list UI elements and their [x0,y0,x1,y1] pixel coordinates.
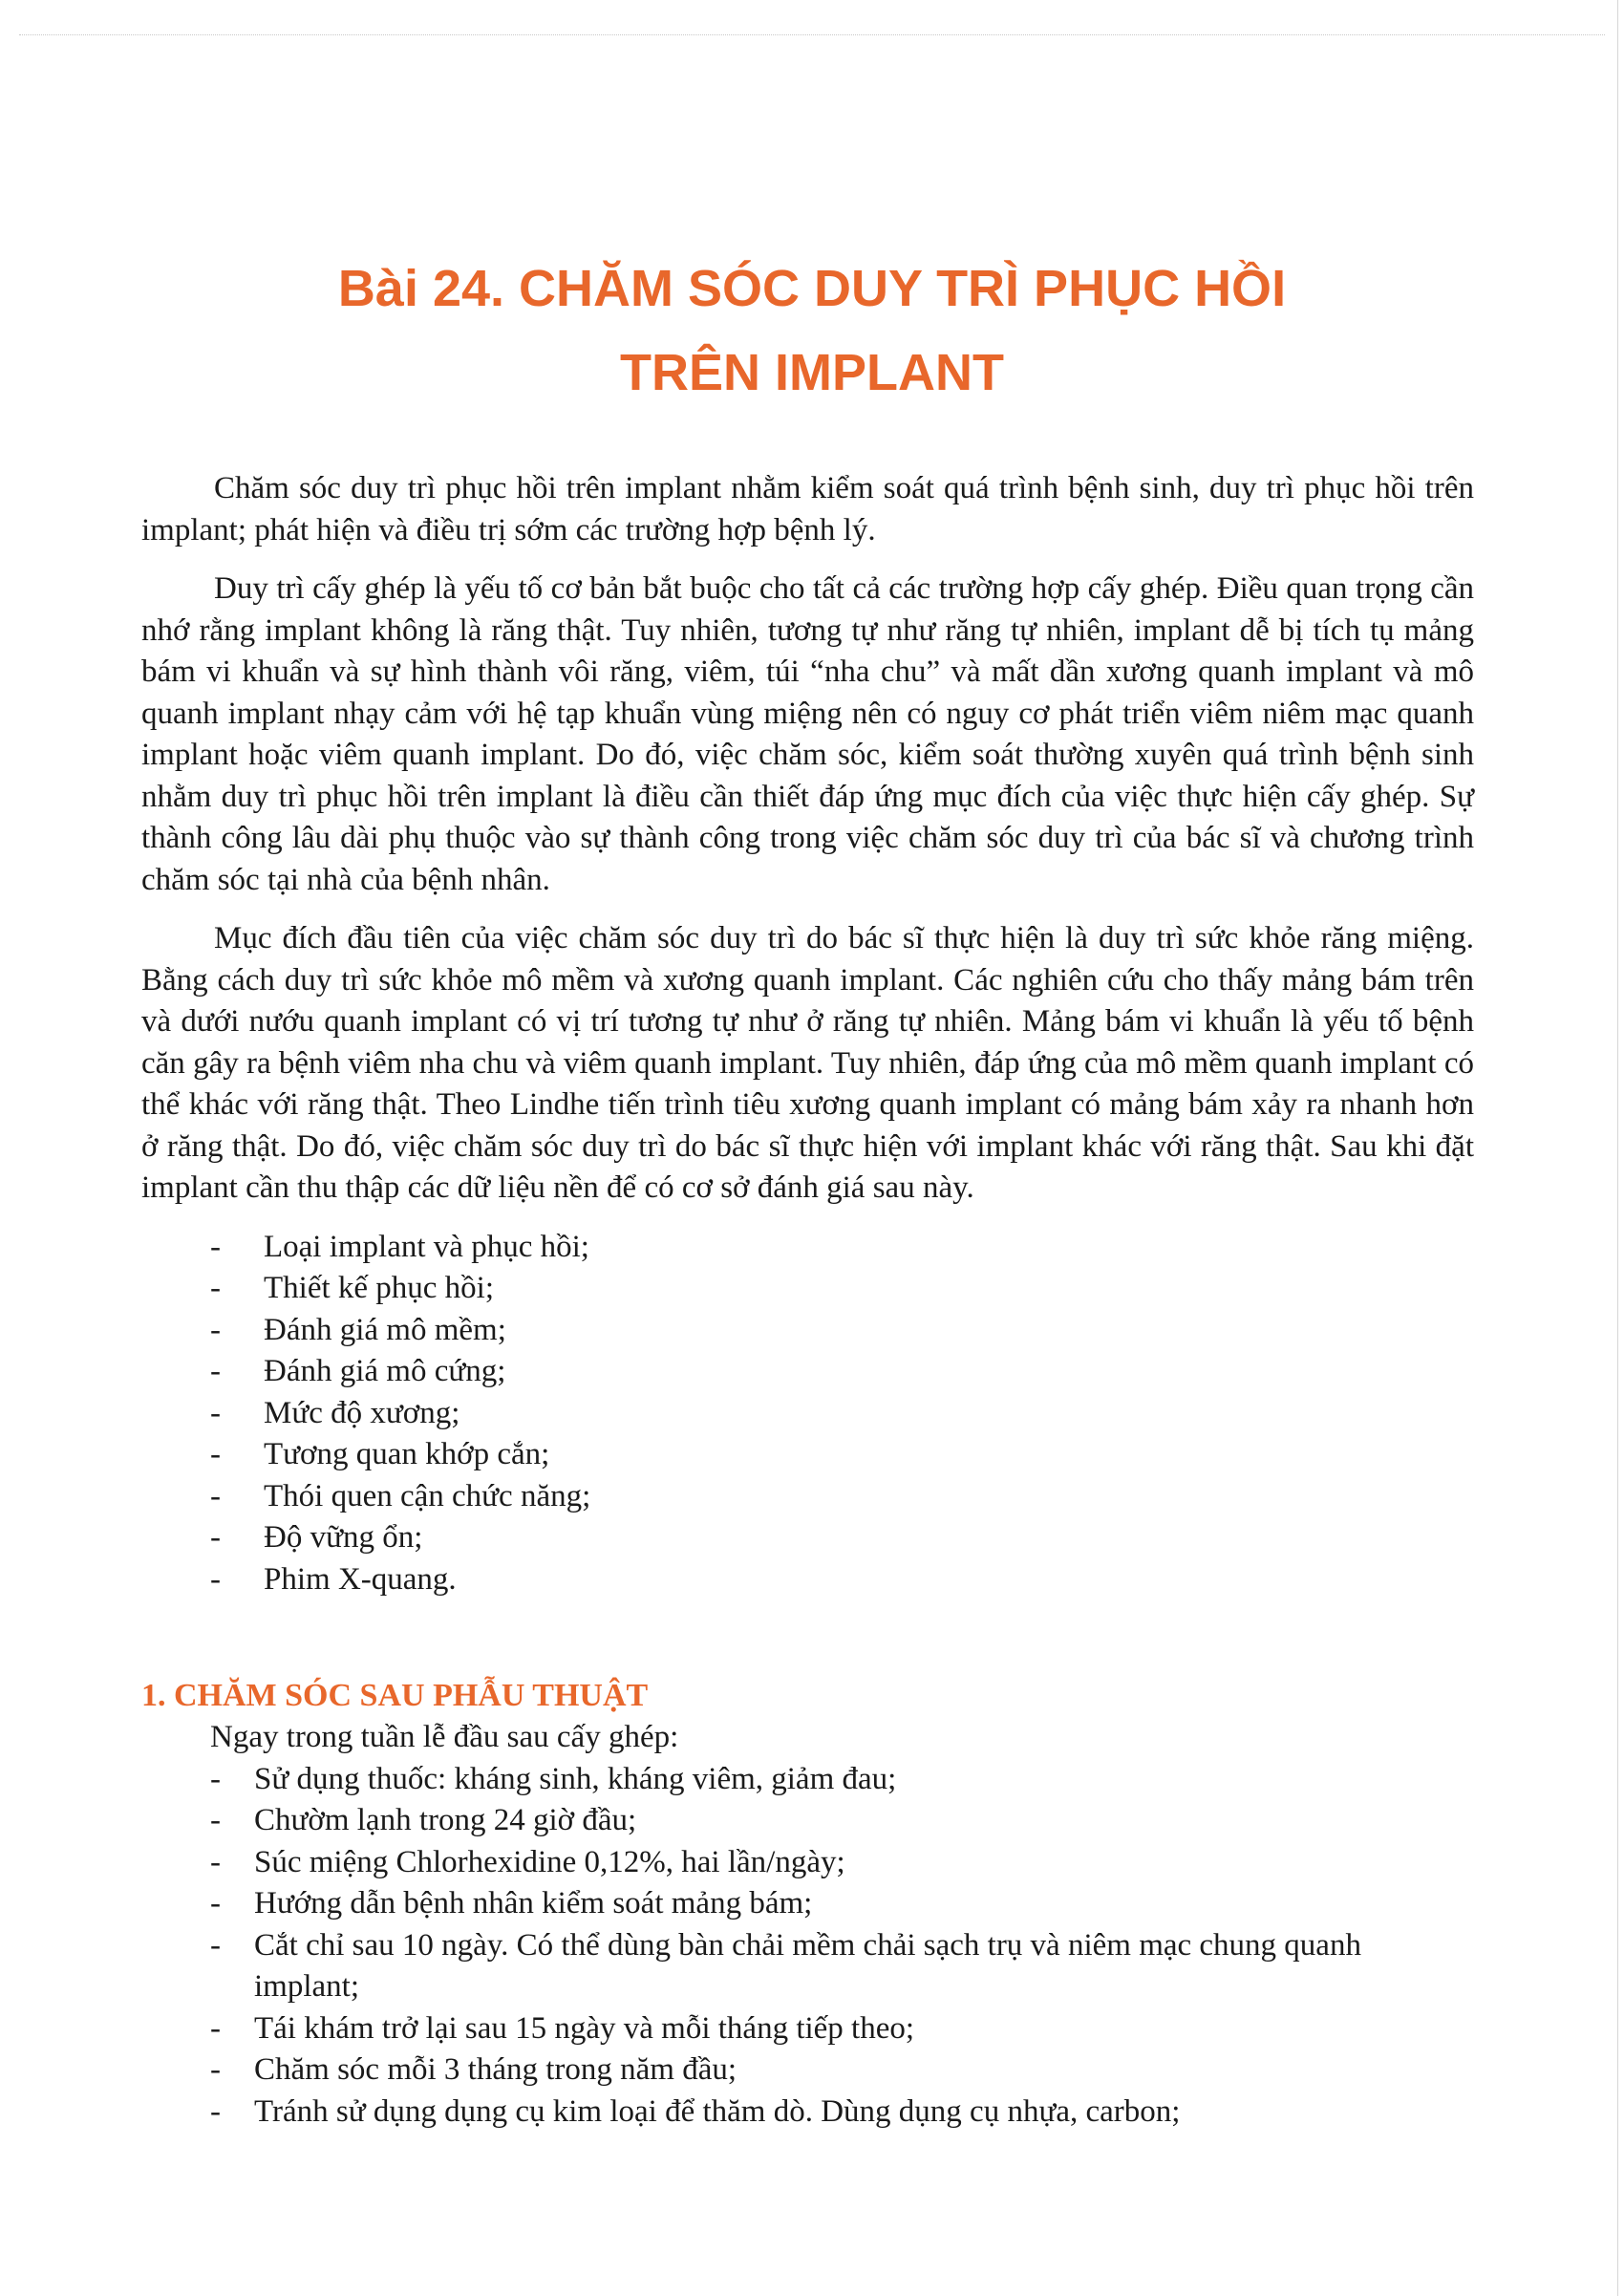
purpose-paragraph: Mục đích đầu tiên của việc chăm sóc duy trì do bác sĩ thực hiện là duy trì sức khỏe răng miệng. Bằng cách duy trì sức khỏe mô mềm và xương quanh implant. Các nghiên cứu cho thấy mảng bám trên và dưới nướu quanh implant có vị trí tương tự như ở răng tự nhiên. Mảng bám vi khuẩn là yếu tố bệnh căn gây ra bệnh viêm nha chu và viêm quanh implant. Tuy nhiên, đáp ứng của mô mềm quanh implant có thể khác với răng thật. Theo Lindhe tiến trình tiêu xương quanh implant có mảng bám xảy ra nhanh hơn ở răng thật. Do đó, việc chăm sóc duy trì do bác sĩ thực hiện với implant khác với răng thật. Sau khi đặt implant cần thu thập các dữ liệu nền để có cơ sở đánh giá sau này. [141,921,1474,1205]
list-item: - Chăm sóc mỗi 3 tháng trong năm đầu; [210,2052,737,2087]
intro-paragraph: Chăm sóc duy trì phục hồi trên implant nhằm kiểm soát quá trình bệnh sinh, duy trì phục hồi trên implant; phát hiện và điều trị sớm các trường hợp bệnh lý. [141,471,1474,547]
list-item: - Chườm lạnh trong 24 giờ đầu; [210,1803,637,1837]
list-item: - Thói quen cận chức năng; [210,1478,591,1513]
list-item: - Tương quan khớp cắn; [210,1437,550,1471]
list-item: - Thiết kế phục hồi; [210,1271,495,1305]
list-item: - Sử dụng thuốc: kháng sinh, kháng viêm, giảm đau; [210,1761,897,1796]
body-text [141,468,1474,2133]
post-surgery-care-list [141,1759,1474,2134]
list-item: - Phim X-quang. [210,1561,457,1597]
list-item: - Súc miệng Chlorhexidine 0,12%, hai lần/ngày; [210,1844,845,1879]
scan-top-edge [19,34,1605,35]
scan-right-edge [1617,0,1618,2296]
maintenance-paragraph: Duy trì cấy ghép là yếu tố cơ bản bắt buộc cho tất cả các trường hợp cấy ghép. Điều quan trọng cần nhớ rằng implant không là răng thật. Tuy nhiên, tương tự như răng tự nhiên, implant dễ bị tích tụ mảng bám vi khuẩn và sự hình thành vôi răng, viêm, túi “nha chu” và mất dần xương quanh implant và mô quanh implant nhạy cảm với hệ tạp khuẩn vùng miệng nên có nguy cơ phát triển viêm niêm mạc quanh implant hoặc viêm quanh implant. Do đó, việc chăm sóc, kiểm soát thường xuyên quá trình bệnh sinh nhằm duy trì phục hồi trên implant là điều cần thiết đáp ứng mục đích của việc thực hiện cấy ghép. Sự thành công lâu dài phụ thuộc vào sự thành công trong việc chăm sóc duy trì của bác sĩ và chương trình chăm sóc tại nhà của bệnh nhân. [141,571,1474,897]
section-intro: Ngay trong tuần lễ đầu sau cấy ghép: [210,1720,679,1754]
page-title-line-2: TRÊN IMPLANT [620,344,1004,401]
baseline-data-list [141,1227,1474,1601]
list-item: - Đánh giá mô cứng; [210,1354,506,1388]
list-item: - Độ vững ổn; [210,1520,423,1555]
list-item: - Mức độ xương; [210,1395,460,1430]
section-heading-post-surgery: 1. CHĂM SÓC SAU PHẪU THUẬT [141,1678,649,1713]
list-item: - Loại implant và phục hồi; [210,1229,589,1264]
list-item: - Tránh sử dụng dụng cụ kim loại để thăm dò. Dùng dụng cụ nhựa, carbon; [210,2093,1181,2129]
list-item: - Cắt chỉ sau 10 ngày. Có thể dùng bàn chải mềm chải sạch trụ và niêm mạc chung quanh implant; [210,1927,1361,2004]
page-title-line-1: Bài 24. CHĂM SÓC DUY TRÌ PHỤC HỒI [337,260,1287,317]
list-item: - Hướng dẫn bệnh nhân kiểm soát mảng bám; [210,1886,813,1920]
list-item: - Tái khám trở lại sau 15 ngày và mỗi tháng tiếp theo; [210,2010,915,2046]
page-title [153,247,1471,415]
list-item: - Đánh giá mô mềm; [210,1312,506,1347]
